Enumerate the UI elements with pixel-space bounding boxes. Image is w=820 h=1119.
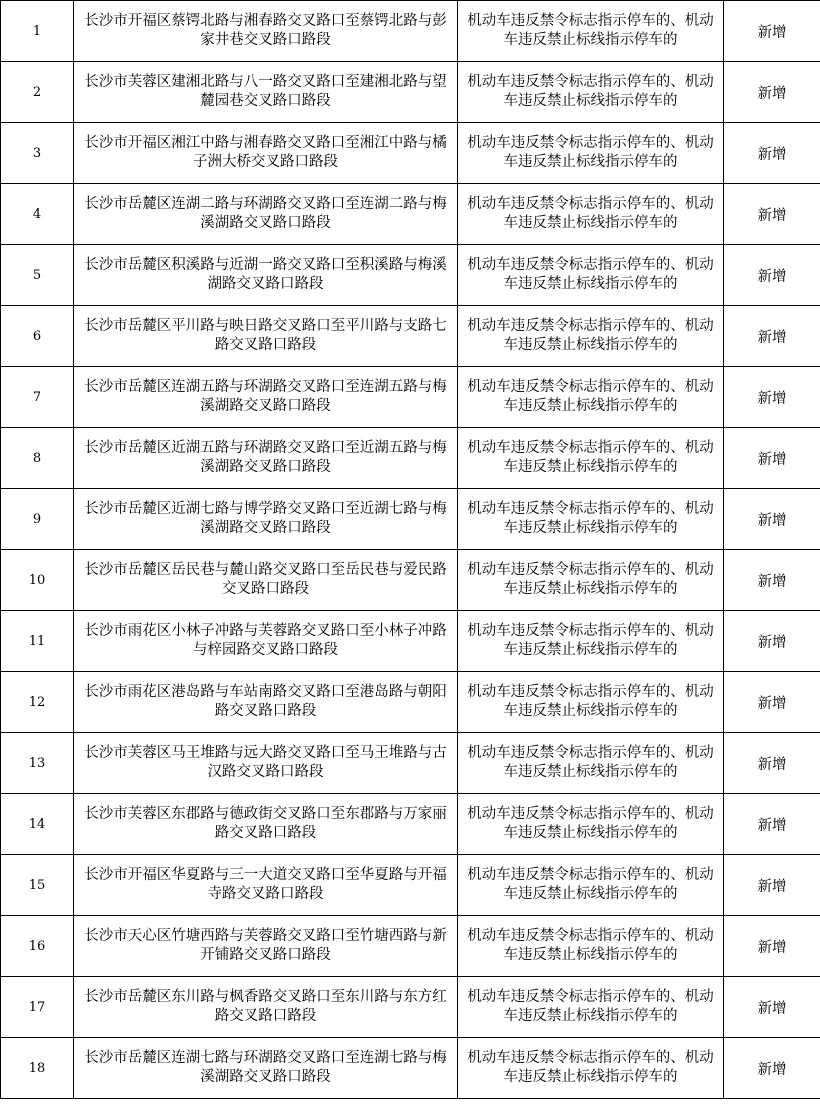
table-row	[1, 611, 820, 672]
row-number: 18	[1, 1038, 74, 1099]
status-label: 新增	[724, 550, 820, 611]
table-row	[1, 794, 820, 855]
table-row	[1, 1038, 820, 1099]
row-number: 10	[1, 550, 74, 611]
status-label: 新增	[724, 62, 820, 123]
road-section-location: 长沙市岳麓区岳民巷与麓山路交叉路口至岳民巷与爱民路交叉路口路段	[74, 550, 458, 611]
row-number: 8	[1, 428, 74, 489]
table-row	[1, 245, 820, 306]
road-section-location: 长沙市岳麓区平川路与映日路交叉路口至平川路与支路七路交叉路口路段	[74, 306, 458, 367]
violation-description: 机动车违反禁令标志指示停车的、机动车违反禁止标线指示停车的	[458, 1038, 724, 1099]
row-number: 15	[1, 855, 74, 916]
violation-description: 机动车违反禁令标志指示停车的、机动车违反禁止标线指示停车的	[458, 855, 724, 916]
violation-description: 机动车违反禁令标志指示停车的、机动车违反禁止标线指示停车的	[458, 611, 724, 672]
status-label: 新增	[724, 184, 820, 245]
table-row	[1, 428, 820, 489]
table-row	[1, 733, 820, 794]
status-label: 新增	[724, 733, 820, 794]
violation-description: 机动车违反禁令标志指示停车的、机动车违反禁止标线指示停车的	[458, 428, 724, 489]
row-number: 17	[1, 977, 74, 1038]
row-number: 16	[1, 916, 74, 977]
table-row	[1, 123, 820, 184]
road-section-location: 长沙市开福区蔡锷北路与湘春路交叉路口至蔡锷北路与彭家井巷交叉路口路段	[74, 1, 458, 62]
road-section-location: 长沙市岳麓区近湖七路与博学路交叉路口至近湖七路与梅溪湖路交叉路口路段	[74, 489, 458, 550]
table-row	[1, 489, 820, 550]
status-label: 新增	[724, 1, 820, 62]
table-row	[1, 1, 820, 62]
table-row	[1, 855, 820, 916]
violation-description: 机动车违反禁令标志指示停车的、机动车违反禁止标线指示停车的	[458, 489, 724, 550]
road-section-location: 长沙市天心区竹塘西路与芙蓉路交叉路口至竹塘西路与新开铺路交叉路口路段	[74, 916, 458, 977]
row-number: 5	[1, 245, 74, 306]
road-section-location: 长沙市雨花区港岛路与车站南路交叉路口至港岛路与朝阳路交叉路口路段	[74, 672, 458, 733]
table-row	[1, 977, 820, 1038]
row-number: 2	[1, 62, 74, 123]
table-row	[1, 672, 820, 733]
row-number: 3	[1, 123, 74, 184]
road-section-location: 长沙市岳麓区连湖二路与环湖路交叉路口至连湖二路与梅溪湖路交叉路口路段	[74, 184, 458, 245]
road-section-location: 长沙市芙蓉区建湘北路与八一路交叉路口至建湘北路与望麓园巷交叉路口路段	[74, 62, 458, 123]
status-label: 新增	[724, 672, 820, 733]
violation-description: 机动车违反禁令标志指示停车的、机动车违反禁止标线指示停车的	[458, 916, 724, 977]
violation-description: 机动车违反禁令标志指示停车的、机动车违反禁止标线指示停车的	[458, 245, 724, 306]
row-number: 1	[1, 1, 74, 62]
status-label: 新增	[724, 428, 820, 489]
violation-description: 机动车违反禁令标志指示停车的、机动车违反禁止标线指示停车的	[458, 672, 724, 733]
status-label: 新增	[724, 489, 820, 550]
table-row	[1, 306, 820, 367]
violation-description: 机动车违反禁令标志指示停车的、机动车违反禁止标线指示停车的	[458, 367, 724, 428]
violation-description: 机动车违反禁令标志指示停车的、机动车违反禁止标线指示停车的	[458, 794, 724, 855]
road-section-location: 长沙市芙蓉区马王堆路与远大路交叉路口至马王堆路与古汉路交叉路口路段	[74, 733, 458, 794]
road-section-location: 长沙市岳麓区积溪路与近湖一路交叉路口至积溪路与梅溪湖路交叉路口路段	[74, 245, 458, 306]
status-label: 新增	[724, 794, 820, 855]
row-number: 9	[1, 489, 74, 550]
row-number: 11	[1, 611, 74, 672]
status-label: 新增	[724, 611, 820, 672]
row-number: 4	[1, 184, 74, 245]
road-section-location: 长沙市芙蓉区东郡路与德政街交叉路口至东郡路与万家丽路交叉路口路段	[74, 794, 458, 855]
row-number: 13	[1, 733, 74, 794]
row-number: 6	[1, 306, 74, 367]
violation-description: 机动车违反禁令标志指示停车的、机动车违反禁止标线指示停车的	[458, 184, 724, 245]
road-section-location: 长沙市岳麓区连湖七路与环湖路交叉路口至连湖七路与梅溪湖路交叉路口路段	[74, 1038, 458, 1099]
row-number: 7	[1, 367, 74, 428]
violation-description: 机动车违反禁令标志指示停车的、机动车违反禁止标线指示停车的	[458, 306, 724, 367]
road-section-location: 长沙市岳麓区连湖五路与环湖路交叉路口至连湖五路与梅溪湖路交叉路口路段	[74, 367, 458, 428]
violation-description: 机动车违反禁令标志指示停车的、机动车违反禁止标线指示停车的	[458, 733, 724, 794]
status-label: 新增	[724, 855, 820, 916]
status-label: 新增	[724, 977, 820, 1038]
row-number: 12	[1, 672, 74, 733]
road-section-location: 长沙市岳麓区近湖五路与环湖路交叉路口至近湖五路与梅溪湖路交叉路口路段	[74, 428, 458, 489]
violation-description: 机动车违反禁令标志指示停车的、机动车违反禁止标线指示停车的	[458, 123, 724, 184]
status-label: 新增	[724, 245, 820, 306]
violation-description: 机动车违反禁令标志指示停车的、机动车违反禁止标线指示停车的	[458, 550, 724, 611]
status-label: 新增	[724, 1038, 820, 1099]
table-row	[1, 367, 820, 428]
status-label: 新增	[724, 916, 820, 977]
status-label: 新增	[724, 306, 820, 367]
violation-description: 机动车违反禁令标志指示停车的、机动车违反禁止标线指示停车的	[458, 1, 724, 62]
road-section-location: 长沙市岳麓区东川路与枫香路交叉路口至东川路与东方红路交叉路口路段	[74, 977, 458, 1038]
road-section-location: 长沙市开福区华夏路与三一大道交叉路口至华夏路与开福寺路交叉路口路段	[74, 855, 458, 916]
violation-description: 机动车违反禁令标志指示停车的、机动车违反禁止标线指示停车的	[458, 977, 724, 1038]
table-row	[1, 550, 820, 611]
status-label: 新增	[724, 123, 820, 184]
table-row	[1, 184, 820, 245]
violation-description: 机动车违反禁令标志指示停车的、机动车违反禁止标线指示停车的	[458, 62, 724, 123]
row-number: 14	[1, 794, 74, 855]
status-label: 新增	[724, 367, 820, 428]
table-row	[1, 916, 820, 977]
road-section-location: 长沙市雨花区小林子冲路与芙蓉路交叉路口至小林子冲路与梓园路交叉路口路段	[74, 611, 458, 672]
road-section-location: 长沙市开福区湘江中路与湘春路交叉路口至湘江中路与橘子洲大桥交叉路口路段	[74, 123, 458, 184]
table-body	[1, 1, 820, 1099]
table-row	[1, 62, 820, 123]
